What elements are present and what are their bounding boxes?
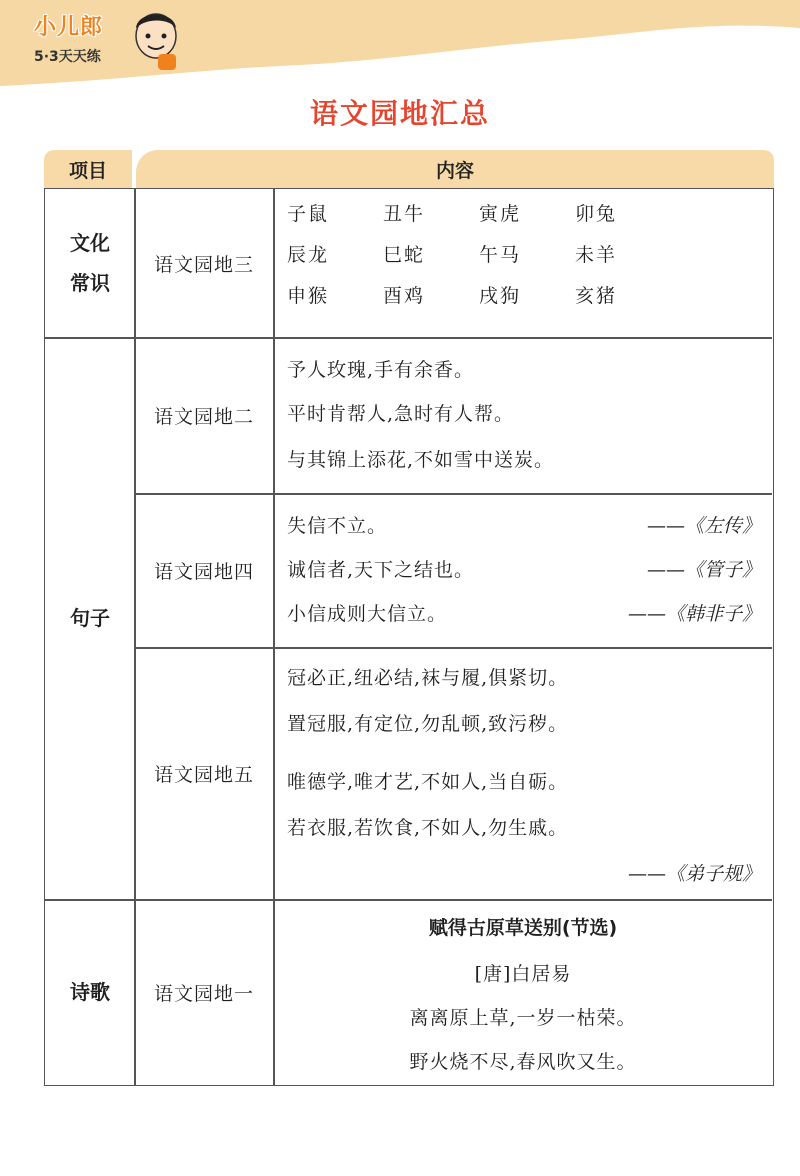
part2-content [273,337,773,493]
zodiac-item: 巳蛇 [383,244,426,266]
page-title: 语文园地汇总 [309,97,490,130]
sentence-source: ——《韩非子》 [627,603,761,625]
zodiac-item: 午马 [479,244,522,266]
zodiac-item: 酉鸡 [383,285,426,307]
sentence-source: ——《弟子规》 [627,863,761,885]
table-header [44,150,774,188]
brand-name: 小儿郎 [34,15,104,40]
sentence-line: 诚信者,天下之结也。 [287,559,475,581]
sentence-line: 平时肯帮人,急时有人帮。 [287,403,515,425]
table-body [44,188,774,1086]
brand-subtitle: 5·3天天练 [34,49,101,65]
brand-logo [28,6,178,76]
zodiac-item: 丑牛 [383,203,426,225]
zodiac-item: 戌狗 [479,285,522,307]
zodiac-item: 辰龙 [287,244,330,266]
zodiac-item: 卯兔 [575,203,618,225]
sub-yuwenyuandi-1: 语文园地一 [153,982,254,1005]
sentence-line: 失信不立。 [287,515,388,537]
category-culture: 文化 常识 [70,231,110,295]
mascot-boy-icon [128,6,184,76]
sentence-line: 小信成则大信立。 [287,603,448,625]
zodiac-item: 子鼠 [287,203,330,225]
poem-title: 赋得古原草送别(节选) [428,917,618,939]
sub-yuwenyuandi-2: 语文园地二 [153,405,254,428]
part4-content [273,493,773,647]
sub-yuwenyuandi-4: 语文园地四 [153,560,254,583]
zodiac-grid [287,199,671,308]
zodiac-item: 申猴 [287,285,330,307]
poem-author: [唐]白居易 [474,963,572,985]
zodiac-item: 未羊 [575,244,618,266]
sentence-source: ——《左传》 [646,515,761,537]
sentence-line: 予人玫瑰,手有余香。 [287,359,475,381]
summary-table [44,150,774,1073]
category-poetry: 诗歌 [70,980,110,1004]
sentence-line: 唯德学,唯才艺,不如人,当自砺。 [287,771,569,793]
sub-yuwenyuandi-3: 语文园地三 [153,253,254,276]
header-item: 项目 [44,150,132,188]
sentence-line: 置冠服,有定位,勿乱顿,致污秽。 [287,713,569,735]
zodiac-item: 亥猪 [575,285,618,307]
poem-content [273,899,773,1085]
sentence-line: 冠必正,纽必结,袜与履,俱紧切。 [287,667,569,689]
poem-line: 野火烧不尽,春风吹又生。 [409,1051,637,1073]
category-sentences: 句子 [70,606,110,630]
sentence-line: 若衣服,若饮食,不如人,勿生戚。 [287,817,569,839]
sentence-line: 与其锦上添花,不如雪中送炭。 [287,449,555,471]
sentence-source: ——《管子》 [646,559,761,581]
part5-content [273,647,773,899]
zodiac-content [273,189,773,337]
zodiac-item: 寅虎 [479,203,522,225]
header-content: 内容 [136,150,774,188]
poem-line: 离离原上草,一岁一枯荣。 [409,1007,637,1029]
sub-yuwenyuandi-5: 语文园地五 [153,763,254,786]
